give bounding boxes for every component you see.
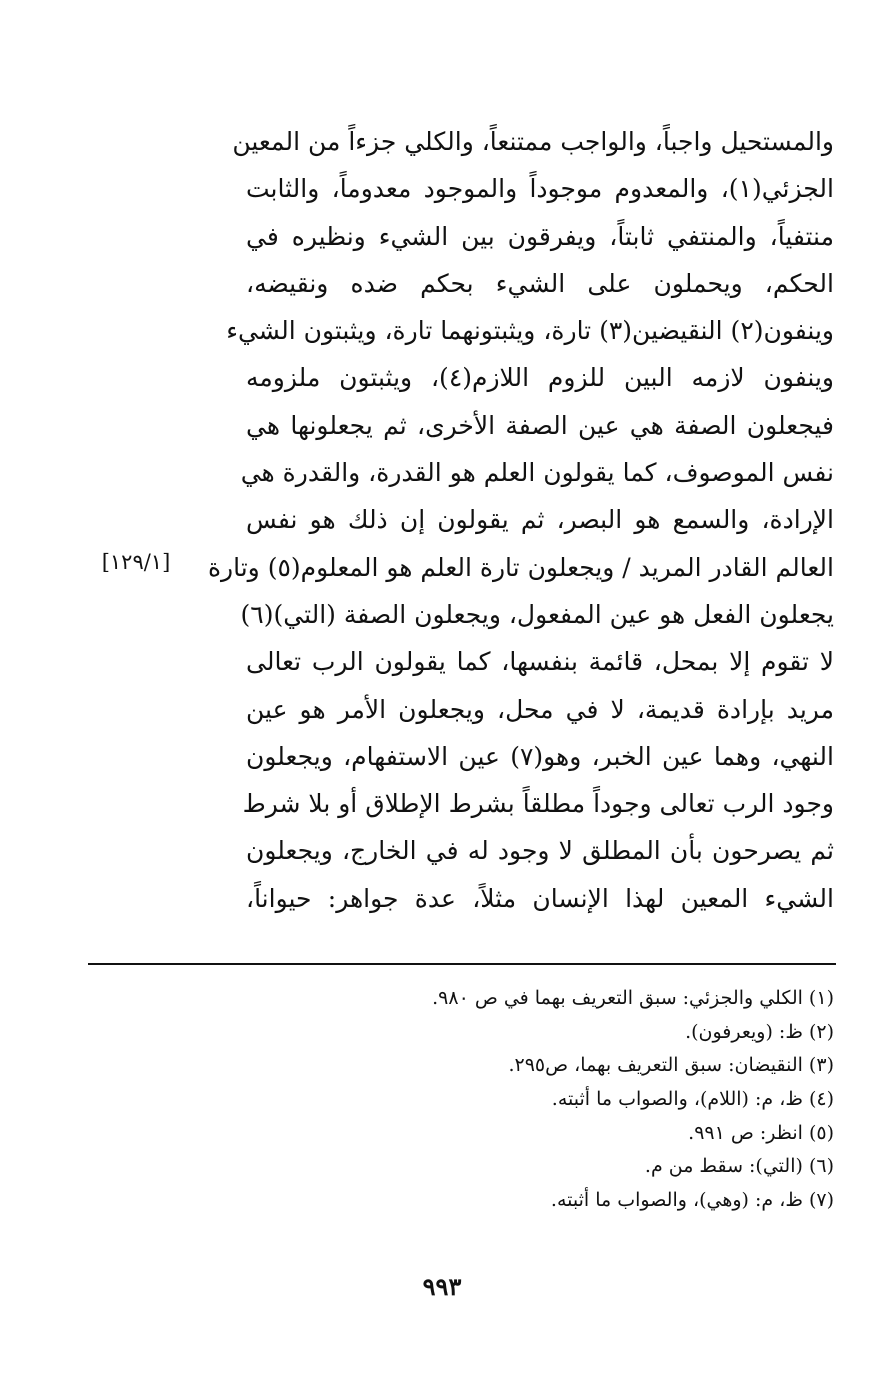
text-line: الجزئي(١)، والمعدوم موجوداً والموجود معدوماً، والثابت [246,174,834,204]
text-line: فيجعلون الصفة هي عين الصفة الأخرى، ثم يجعلونها هي [246,410,834,440]
footnotes-block [246,982,834,1218]
text-line: وجود الرب تعالى وجوداً مطلقاً بشرط الإطلاق أو بلا شرط [242,789,834,819]
footnote: (١) الكلي والجزئي: سبق التعريف بهما في ص ٩٨٠. [432,987,834,1009]
text-line: العالم القادر المريد / ويجعلون تارة العلم هو المعلوم(٥) وتارة [207,552,834,582]
margin-reference: [١٢٩/١] [101,550,171,574]
footnote: (٢) ظ: (ويعرفون). [685,1020,834,1043]
text-line: مريد بإرادة قديمة، لا في محل، ويجعلون الأمر هو عين [246,694,834,724]
footnote: (٤) ظ، م: (اللام)، والصواب ما أثبته. [551,1088,834,1111]
footnote: (٣) النقيضان: سبق التعريف بهما، ص٢٩٥. [508,1054,834,1077]
text-line: النهي، وهما عين الخبر، وهو(٧) عين الاستفهام، ويجعلون [246,741,834,771]
text-line: الإرادة، والسمع هو البصر، ثم يقولون إن ذلك هو نفس [246,505,834,535]
text-line: وينفون(٢) النقيضين(٣) تارة، ويثبتونهما تارة، ويثبتون الشيء [226,316,834,346]
text-line: الشيء المعين لهذا الإنسان مثلاً، عدة جواهر: حيواناً، [246,883,834,913]
footnote: (٦) (التي): سقط من م. [644,1155,834,1178]
footnote: (٧) ظ، م: (وهي)، والصواب ما أثبته. [550,1189,834,1212]
text-line: وينفون لازمه البين للزوم اللازم(٤)، ويثبتون ملزومه [246,363,834,393]
footnote: (٥) انظر: ص ٩٩١. [688,1121,834,1144]
text-line: الحكم، ويحملون على الشيء بحكم ضده ونقيضه، [246,268,834,298]
text-line: والمستحيل واجباً، والواجب ممتنعاً، والكلي جزءاً من المعين [232,127,834,156]
text-line: يجعلون الفعل هو عين المفعول، ويجعلون الصفة (التي)(٦) [240,599,834,629]
page-number: ٩٩٣ [422,1272,462,1301]
text-line: ثم يصرحون بأن المطلق لا وجود له في الخارج، ويجعلون [246,836,834,866]
text-line: منتفياً، والمنتفي ثابتاً، ويفرقون بين الشيء ونظيره في [246,221,834,251]
main-text-block [207,118,834,922]
footnote-divider [88,963,836,965]
text-line: نفس الموصوف، كما يقولون العلم هو القدرة، والقدرة هي [240,458,834,488]
text-line: لا تقوم إلا بمحل، قائمة بنفسها، كما يقولون الرب تعالى [246,647,834,677]
